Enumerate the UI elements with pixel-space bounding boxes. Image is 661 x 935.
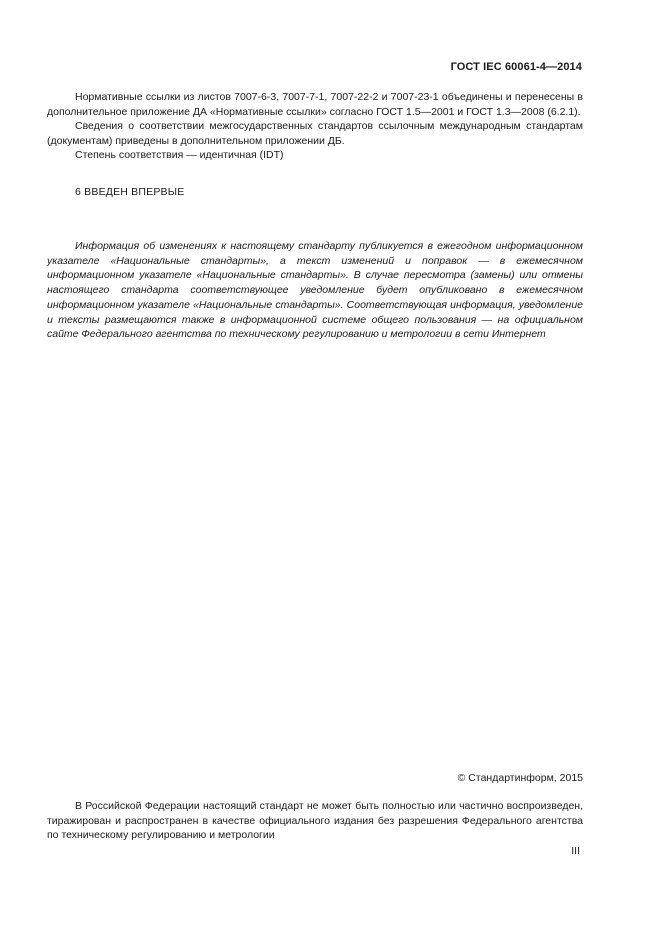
- page-number: III: [571, 845, 580, 857]
- copyright-notice: © Стандартинформ, 2015: [457, 772, 583, 784]
- reproduction-notice: [47, 799, 583, 843]
- conformity-degree-paragraph: Степень соответствия — идентичная (IDT): [75, 149, 284, 162]
- changes-information-text: Информация об изменениях к настоящему стандарту публикуется в ежегодном информационном указателе «Национальные стандарты», а текст изменений и поправок — в ежемесячном информационном указателе «Национальные стандарты». В случае пересмотра (замены) или отмены настоящего стандарта соответствующее уведомление будет опубликовано в ежемесячном информационном указателе «Национальные стандарты». Соответствующая информация, уведомление и тексты размещаются также в информационной системе общего пользования — на официальном сайте Федерального агентства по техническому регулированию и метрологии в сети Интернет: [47, 240, 583, 341]
- section-6-heading: 6 ВВЕДЕН ВПЕРВЫЕ: [75, 186, 185, 198]
- conformity-info-paragraph: Сведения о соответствии межгосударственных стандартов ссылочным международным стандартам (документам) приведены в дополнительном приложении ДБ.: [47, 120, 583, 147]
- standard-code-header: ГОСТ IEC 60061-4—2014: [450, 61, 582, 73]
- reproduction-notice-text: В Российской Федерации настоящий стандарт не может быть полностью или частично воспроизведен, тиражирован и распространен в качестве официального издания без разрешения Федерального агентства по техническому регулированию и метрологии: [47, 800, 583, 842]
- references-section: [47, 90, 583, 163]
- changes-information-notice: [47, 239, 583, 342]
- references-paragraph: Нормативные ссылки из листов 7007-6-3, 7007-7-1, 7007-22-2 и 7007-23-1 объединены и перенесены в дополнительное приложение ДА «Нормативные ссылки» согласно ГОСТ 1.5—2001 и ГОСТ 1.3—2008 (6.2.1).: [47, 91, 583, 118]
